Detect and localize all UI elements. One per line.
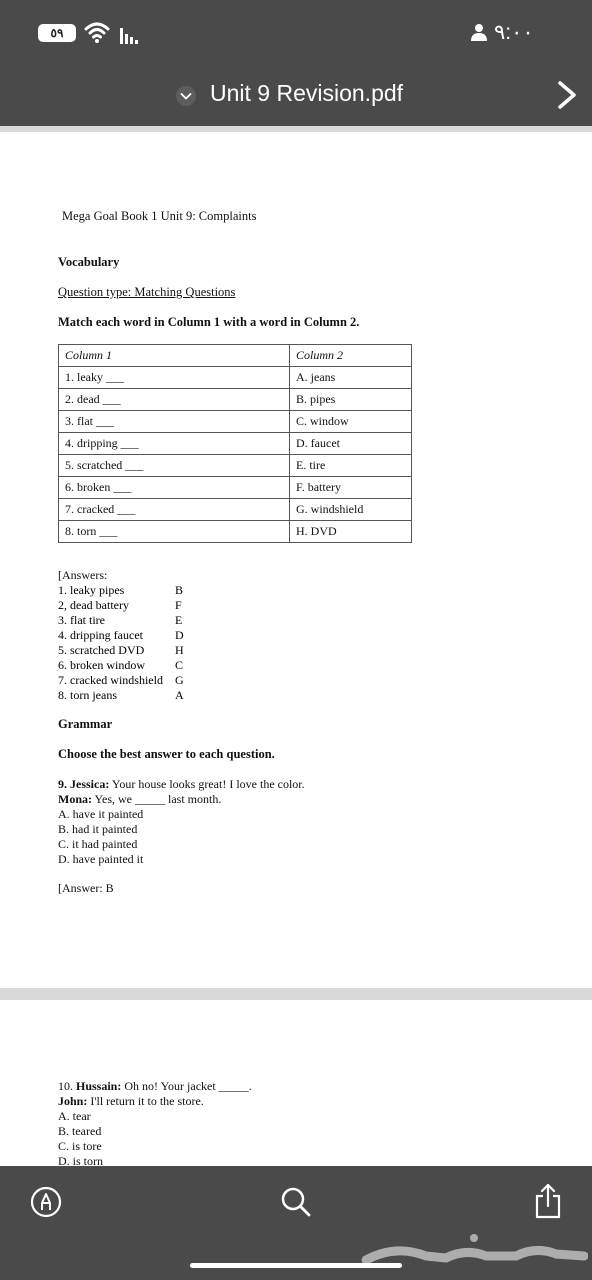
table-cell: 3. flat ___ [59,411,290,433]
dialogue-text: Oh no! Your jacket _____. [121,1079,252,1093]
question-9-answer: [Answer: B [58,881,114,895]
table-row [59,499,412,521]
table-row [59,411,412,433]
table-row [59,389,412,411]
option: A. tear [58,1109,91,1123]
table-row [59,455,412,477]
table-cell: E. tire [290,455,412,477]
markup-pen-icon[interactable] [30,1186,62,1218]
grammar-heading: Grammar [58,717,113,731]
share-icon[interactable] [533,1182,563,1220]
answer-phrase: 8. torn jeans [58,688,117,702]
chevron-down-icon[interactable] [176,86,196,106]
document-title[interactable]: Unit 9 Revision.pdf [210,80,404,106]
question-9-line-2 [58,792,221,807]
cellular-signal-icon [120,26,140,44]
option: A. have it painted [58,807,144,821]
search-icon[interactable] [280,1186,312,1218]
battery-icon: ٥٩ [38,24,76,42]
table-cell: D. faucet [290,433,412,455]
option: C. is tore [58,1139,102,1153]
answer-letter: F [175,598,182,612]
speaker-label: John: [58,1094,88,1108]
pdf-page-2 [0,1000,592,1166]
dialogue-text: Your house looks great! I love the color. [109,777,305,791]
answer-letter: D [175,628,184,642]
option: D. is torn [58,1154,103,1166]
table-cell: C. window [290,411,412,433]
answer-phrase: 3. flat tire [58,613,105,627]
table-cell: H. DVD [290,521,412,543]
person-icon [470,23,488,41]
table-cell: G. windshield [290,499,412,521]
vocabulary-heading: Vocabulary [58,255,120,269]
answer-phrase: 6. broken window [58,658,145,672]
question-9-line-1 [58,777,305,792]
chevron-right-icon[interactable] [554,80,580,110]
table-row [59,477,412,499]
table-header-row [59,345,412,367]
speaker-label: Mona: [58,792,92,806]
matching-instruction: Match each word in Column 1 with a word in Column 2. [58,315,360,329]
option: D. have painted it [58,852,144,866]
column-header: Column 1 [59,345,290,367]
option: B. teared [58,1124,102,1138]
table-cell: 6. broken ___ [59,477,290,499]
answer-phrase: 1. leaky pipes [58,583,125,597]
table-row [59,367,412,389]
home-indicator [190,1263,402,1268]
option: C. it had painted [58,837,138,851]
answer-phrase: 7. cracked windshield [58,673,163,687]
dialogue-text: I'll return it to the store. [87,1094,204,1108]
answers-heading: [Answers: [58,568,108,582]
question-type-label: Question type: Matching Questions [58,285,236,299]
table-cell: 5. scratched ___ [59,455,290,477]
question-number: 10. [58,1079,73,1093]
pdf-page-1 [0,132,592,988]
status-bar [0,0,592,62]
table-cell: A. jeans [290,367,412,389]
table-cell: 4. dripping ___ [59,433,290,455]
table-row [59,433,412,455]
table-cell: 1. leaky ___ [59,367,290,389]
answer-phrase: 4. dripping faucet [58,628,143,642]
table-cell: 2. dead ___ [59,389,290,411]
question-10-line-2 [58,1094,204,1109]
table-row [59,521,412,543]
answer-letter: H [175,643,184,657]
table-cell: 8. torn ___ [59,521,290,543]
answer-letter: G [175,673,184,687]
document-heading: Mega Goal Book 1 Unit 9: Complaints [62,209,257,223]
answer-phrase: 2, dead battery [58,598,129,612]
speaker-label: 9. Jessica: [58,777,110,791]
answer-letter: A [175,688,184,702]
speaker-label: Hussain: [73,1079,122,1093]
answer-letter: B [175,583,184,597]
answer-phrase: 5. scratched DVD [58,643,145,657]
option: B. had it painted [58,822,138,836]
status-time: ٩:٠٠ [494,21,534,44]
answer-letter: E [175,613,183,627]
grammar-instruction: Choose the best answer to each question. [58,747,275,761]
answer-letter: C [175,658,184,672]
question-10-line-1 [58,1079,252,1094]
table-cell: B. pipes [290,389,412,411]
wifi-icon [84,20,110,44]
table-cell: 7. cracked ___ [59,499,290,521]
dialogue-text: Yes, we _____ last month. [92,792,222,806]
matching-table [58,344,412,543]
table-cell: F. battery [290,477,412,499]
column-header: Column 2 [290,345,412,367]
